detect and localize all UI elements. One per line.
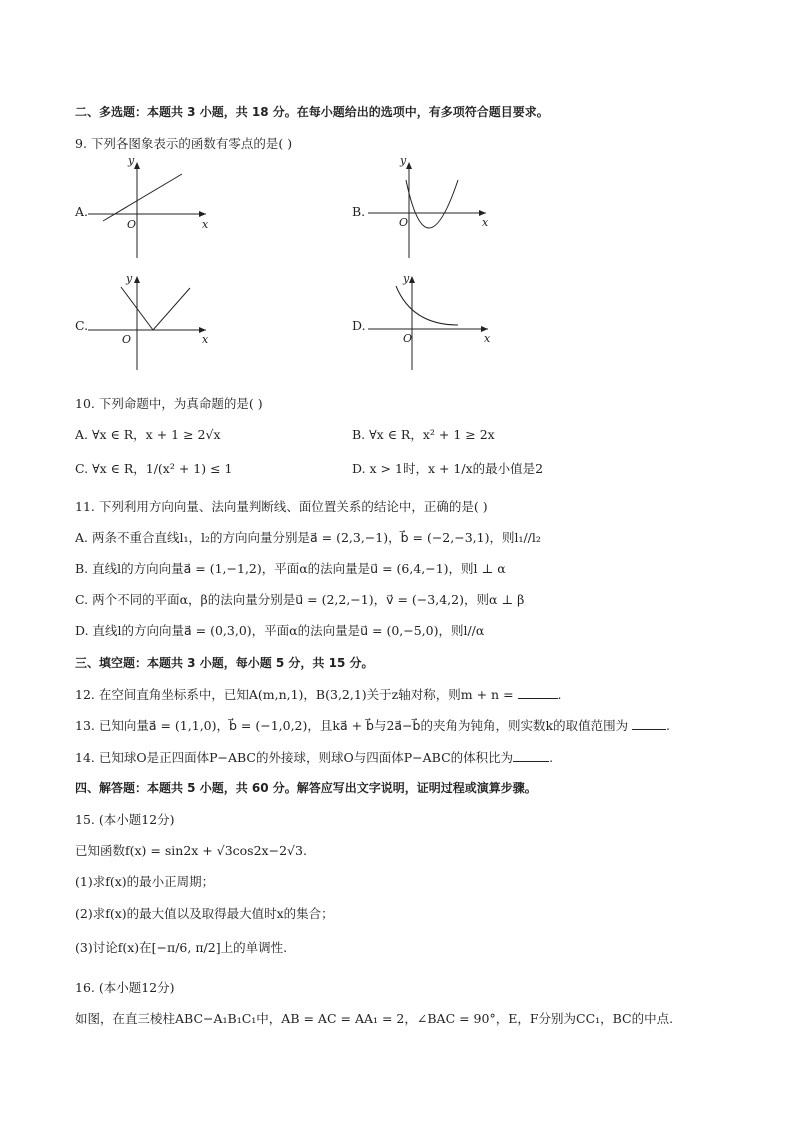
q9-graph-d — [368, 270, 498, 370]
q9-graph-a-x-label: x — [202, 218, 209, 231]
q9-graph-b-x-label: x — [482, 216, 489, 229]
q13-answer-blank[interactable] — [632, 717, 666, 730]
q15-part-3: (3)讨论f(x)在[−π/6, π/2]上的单调性. — [75, 940, 288, 955]
q11-option-d: D. 直线l的方向向量a⃗ = (0,3,0)，平面α的法向量是u⃗ = (0,−5,0)，则l//α — [75, 623, 485, 638]
q9-graph-a — [88, 154, 218, 258]
q15-title: 15. (本小题12分) — [75, 812, 175, 827]
q15-given: 已知函数f(x) = sin2x + √3cos2x−2√3. — [75, 843, 307, 858]
q12-text: 12. 在空间直角坐标系中，已知A(m,n,1)，B(3,2,1)关于z轴对称，则m + n = — [75, 687, 518, 702]
q11-option-b: B. 直线l的方向向量a⃗ = (1,−1,2)，平面α的法向量是u⃗ = (6,4,−1)，则l ⊥ α — [75, 561, 506, 576]
q9-graph-d-origin-label: O — [403, 332, 413, 345]
q14-end: . — [549, 750, 554, 765]
q9-graph-a-y-label: y — [128, 154, 135, 167]
q16-title: 16. (本小题12分) — [75, 980, 175, 995]
q10-option-c: C. ∀x ∈ R，1/(x² + 1) ≤ 1 — [75, 461, 233, 476]
q13 — [75, 717, 670, 734]
q9-graph-d-x-label: x — [484, 332, 491, 345]
q14-answer-blank[interactable] — [513, 749, 549, 762]
section-3-header: 三、填空题：本题共 3 小题，每小题 5 分，共 15 分。 — [75, 656, 374, 670]
q13-text: 13. 已知向量a⃗ = (1,1,0)，b⃗ = (−1,0,2)，且ka⃗ + b⃗与2a⃗−b⃗的夹角为钝角，则实数k的取值范围为 — [75, 718, 633, 733]
q15-part-2: (2)求f(x)的最大值以及取得最大值时x的集合； — [75, 906, 334, 921]
q12-answer-blank[interactable] — [518, 686, 558, 699]
q10-stem: 10. 下列命题中，为真命题的是( ) — [75, 396, 263, 411]
q13-end: . — [666, 718, 671, 733]
q11-option-a: A. 两条不重合直线l₁，l₂的方向向量分别是a⃗ = (2,3,−1)，b⃗ = (−2,−3,1)，则l₁//l₂ — [75, 530, 541, 545]
q9-option-c-label: C. — [75, 318, 89, 333]
q14-text: 14. 已知球O是正四面体P−ABC的外接球，则球O与四面体P−ABC的体积比为 — [75, 750, 514, 765]
q12-end: . — [557, 687, 562, 702]
q9-graph-a-origin-label: O — [127, 218, 137, 231]
q10-option-d: D. x > 1时，x + 1/x的最小值是2 — [352, 461, 544, 476]
q12 — [75, 686, 562, 703]
q9-graph-c-y-label: y — [126, 272, 133, 285]
q9-graph-c-origin-label: O — [122, 333, 132, 346]
q9-option-d-label: D. — [352, 318, 366, 333]
q16-given: 如图，在直三棱柱ABC−A₁B₁C₁中，AB = AC = AA₁ = 2，∠BAC = 90°，E，F分别为CC₁，BC的中点. — [75, 1011, 674, 1026]
q9-graph-c — [88, 270, 218, 370]
q9-graph-d-y-label: y — [403, 272, 410, 285]
q14 — [75, 749, 553, 766]
q15-part-1: (1)求f(x)的最小正周期； — [75, 874, 215, 889]
q9-stem: 9. 下列各图象表示的函数有零点的是( ) — [75, 136, 293, 151]
q10-option-a: A. ∀x ∈ R，x + 1 ≥ 2√x — [75, 427, 221, 442]
q9-option-b-label: B. — [352, 204, 366, 219]
q9-graph-b-y-label: y — [400, 154, 407, 167]
q9-graph-c-x-label: x — [202, 333, 209, 346]
q9-graph-b-origin-label: O — [399, 216, 409, 229]
q10-option-b: B. ∀x ∈ R，x² + 1 ≥ 2x — [352, 427, 495, 442]
q11-option-c: C. 两个不同的平面α，β的法向量分别是u⃗ = (2,2,−1)，v⃗ = (−3,4,2)，则α ⊥ β — [75, 592, 525, 607]
q11-stem: 11. 下列利用方向向量、法向量判断线、面位置关系的结论中，正确的是( ) — [75, 499, 488, 514]
section-4-header: 四、解答题：本题共 5 小题，共 60 分。解答应写出文字说明，证明过程或演算步骤。 — [75, 781, 537, 795]
q9-graph-b — [368, 154, 498, 258]
q9-option-a-label: A. — [75, 204, 89, 219]
section-2-header: 二、多选题：本题共 3 小题，共 18 分。在每小题给出的选项中，有多项符合题目要求。 — [75, 105, 549, 119]
